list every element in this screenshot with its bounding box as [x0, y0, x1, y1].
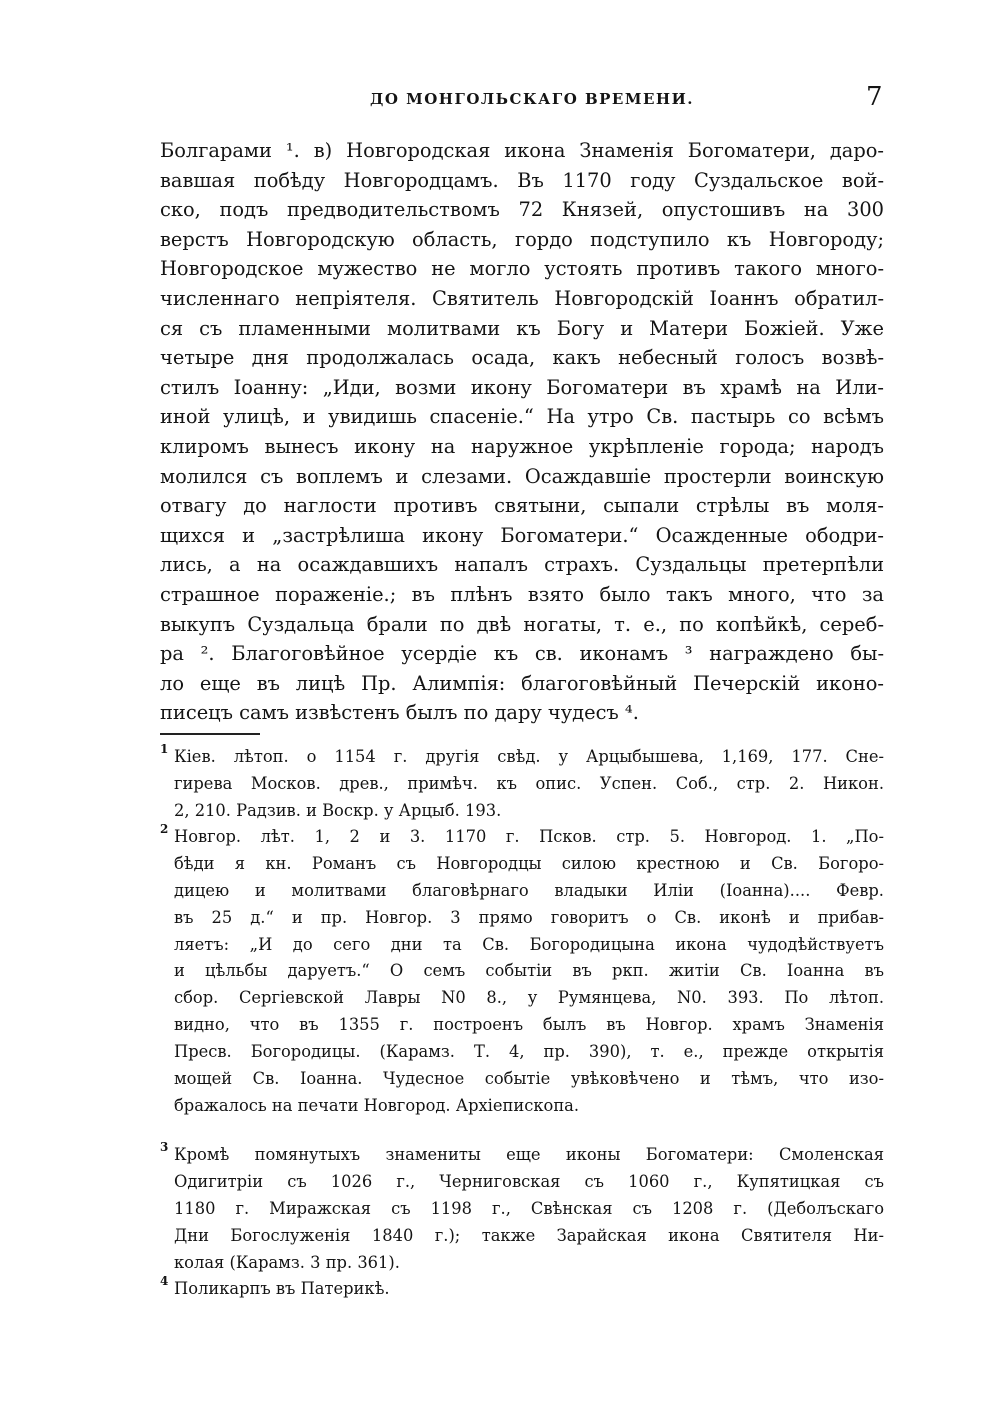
footnote-line: мощей Св. Іоанна. Чудесное событіе увѣковѣчено и тѣмъ, что изо-: [174, 1069, 884, 1089]
text-line: ся съ пламенными молитвами къ Богу и Матери Божіей. Уже: [160, 316, 884, 340]
footnote-line: Кіев. лѣтоп. о 1154 г. другія свѣд. у Арцыбышева, 1,169, 177. Сне-: [174, 747, 884, 766]
text-line: Новгородское мужество не могло устоять противъ такого много-: [160, 257, 884, 281]
footnote-line: и цѣльбы даруетъ.“ О семъ событіи въ ркп. житіи Св. Іоанна въ: [174, 961, 884, 981]
text-line: ско, подъ предводительствомъ 72 Князей, опустошивъ на 300: [160, 198, 884, 222]
footnote-line: въ 25 д.“ и пр. Новгор. 3 прямо говоритъ о Св. иконѣ и прибав-: [174, 907, 884, 927]
text-line: страшное пораженіе.; въ плѣнъ взято было такъ много, что за: [160, 582, 884, 606]
text-line: писецъ самъ извѣстенъ былъ по дару чудесъ ⁴.: [160, 701, 639, 725]
footnote-mark: 4: [160, 1274, 169, 1288]
footnote-line: сбор. Сергіевской Лавры N0 8., у Румянцева, N0. 393. По лѣтоп.: [174, 988, 884, 1008]
footnote-line: колая (Карамз. 3 пр. 361).: [174, 1252, 400, 1272]
footnote-line: дицею и молитвами благовѣрнаго владыки Иліи (Іоанна).... Февр.: [174, 880, 884, 900]
text-line: ра ². Благоговѣйное усердіе къ св. иконамъ ³ награждено бы-: [160, 642, 884, 666]
footnote-line: бѣди я кн. Романъ съ Новгородцы силою крестною и Св. Богоро-: [174, 853, 884, 873]
footnote-mark: 3: [160, 1140, 169, 1154]
footnote-line: 1180 г. Миражская съ 1198 г., Свѣнская съ 1208 г. (Деболъскаго: [174, 1198, 884, 1218]
footnote-line: гирева Москов. древ., примѣч. къ опис. Успен. Соб., стр. 2. Никон.: [174, 773, 884, 793]
text-line: молился съ воплемъ и слезами. Осаждавшіе простерли воинскую: [160, 464, 884, 488]
text-line: вавшая побѣду Новгородцамъ. Въ 1170 году Суздальское вой-: [160, 168, 884, 192]
footnote-line: Пресв. Богородицы. (Карамз. Т. 4, пр. 390), т. е., прежде открытія: [174, 1042, 884, 1062]
text-line: численнаго непріятеля. Святитель Новгородскій Іоаннъ обратил-: [160, 286, 884, 310]
footnote-line: 2, 210. Радзив. и Воскр. у Арцыб. 193.: [174, 800, 502, 820]
text-line: иной улицѣ, и увидишь спасеніе.“ На утро Св. пастырь со всѣмъ: [160, 405, 884, 429]
text-line: клиромъ вынесъ икону на наружное укрѣпленіе города; народъ: [160, 434, 884, 458]
text-line: стилъ Іоанну: „Иди, возми икону Богоматери въ храмѣ на Или-: [160, 375, 884, 399]
footnote-separator: [160, 733, 260, 735]
running-title: ДО МОНГОЛЬСКАГО ВРЕМЕНИ.: [370, 90, 694, 108]
footnote-line: видно, что въ 1355 г. построенъ былъ въ Новгор. храмъ Знаменія: [174, 1015, 884, 1035]
footnote-mark: 2: [160, 822, 169, 836]
text-line: лись, а на осаждавшихъ напалъ страхъ. Суздальцы претерпѣли: [160, 553, 884, 577]
text-line: ло еще въ лицѣ Пр. Алимпія: благоговѣйный Печерскій иконо-: [160, 671, 884, 695]
footnote-line: Кромѣ помянутыхъ знамениты еще иконы Богоматери: Смоленская: [174, 1145, 884, 1164]
footnote-mark: 1: [160, 742, 169, 756]
footnote-line: Одигитріи съ 1026 г., Черниговская съ 1060 г., Купятицкая съ: [174, 1171, 884, 1191]
footnote-line: ляетъ: „И до сего дни та Св. Богородицына икона чудодѣйствуетъ: [174, 934, 884, 954]
footnote-line: Дни Богослуженія 1840 г.); также Зарайская икона Святителя Ни-: [174, 1225, 884, 1245]
text-line: выкупъ Суздальца брали по двѣ ногаты, т. е., по копѣйкѣ, сереб-: [160, 612, 884, 636]
text-line: отвагу до наглости противъ святыни, сыпали стрѣлы въ моля-: [160, 494, 884, 518]
footnote-line: Новгор. лѣт. 1, 2 и 3. 1170 г. Псков. стр. 5. Новгород. 1. „По-: [174, 827, 884, 846]
footnote-line: бражалось на печати Новгород. Архіепископа.: [174, 1095, 580, 1115]
text-line: верстъ Новгородскую область, гордо подступило къ Новгороду;: [160, 227, 884, 251]
footnote-line: Поликарпъ въ Патерикѣ.: [174, 1279, 390, 1298]
text-line: четыре дня продолжалась осада, какъ небесный голосъ возвѣ-: [160, 346, 884, 370]
page-number: 7: [866, 82, 883, 112]
text-line: щихся и „застрѣлиша икону Богоматери.“ Осажденные ободри-: [160, 523, 884, 547]
text-line: Болгарами ¹. в) Новгородская икона Знаменія Богоматери, даро-: [160, 139, 884, 162]
main-text-block: [160, 136, 884, 728]
